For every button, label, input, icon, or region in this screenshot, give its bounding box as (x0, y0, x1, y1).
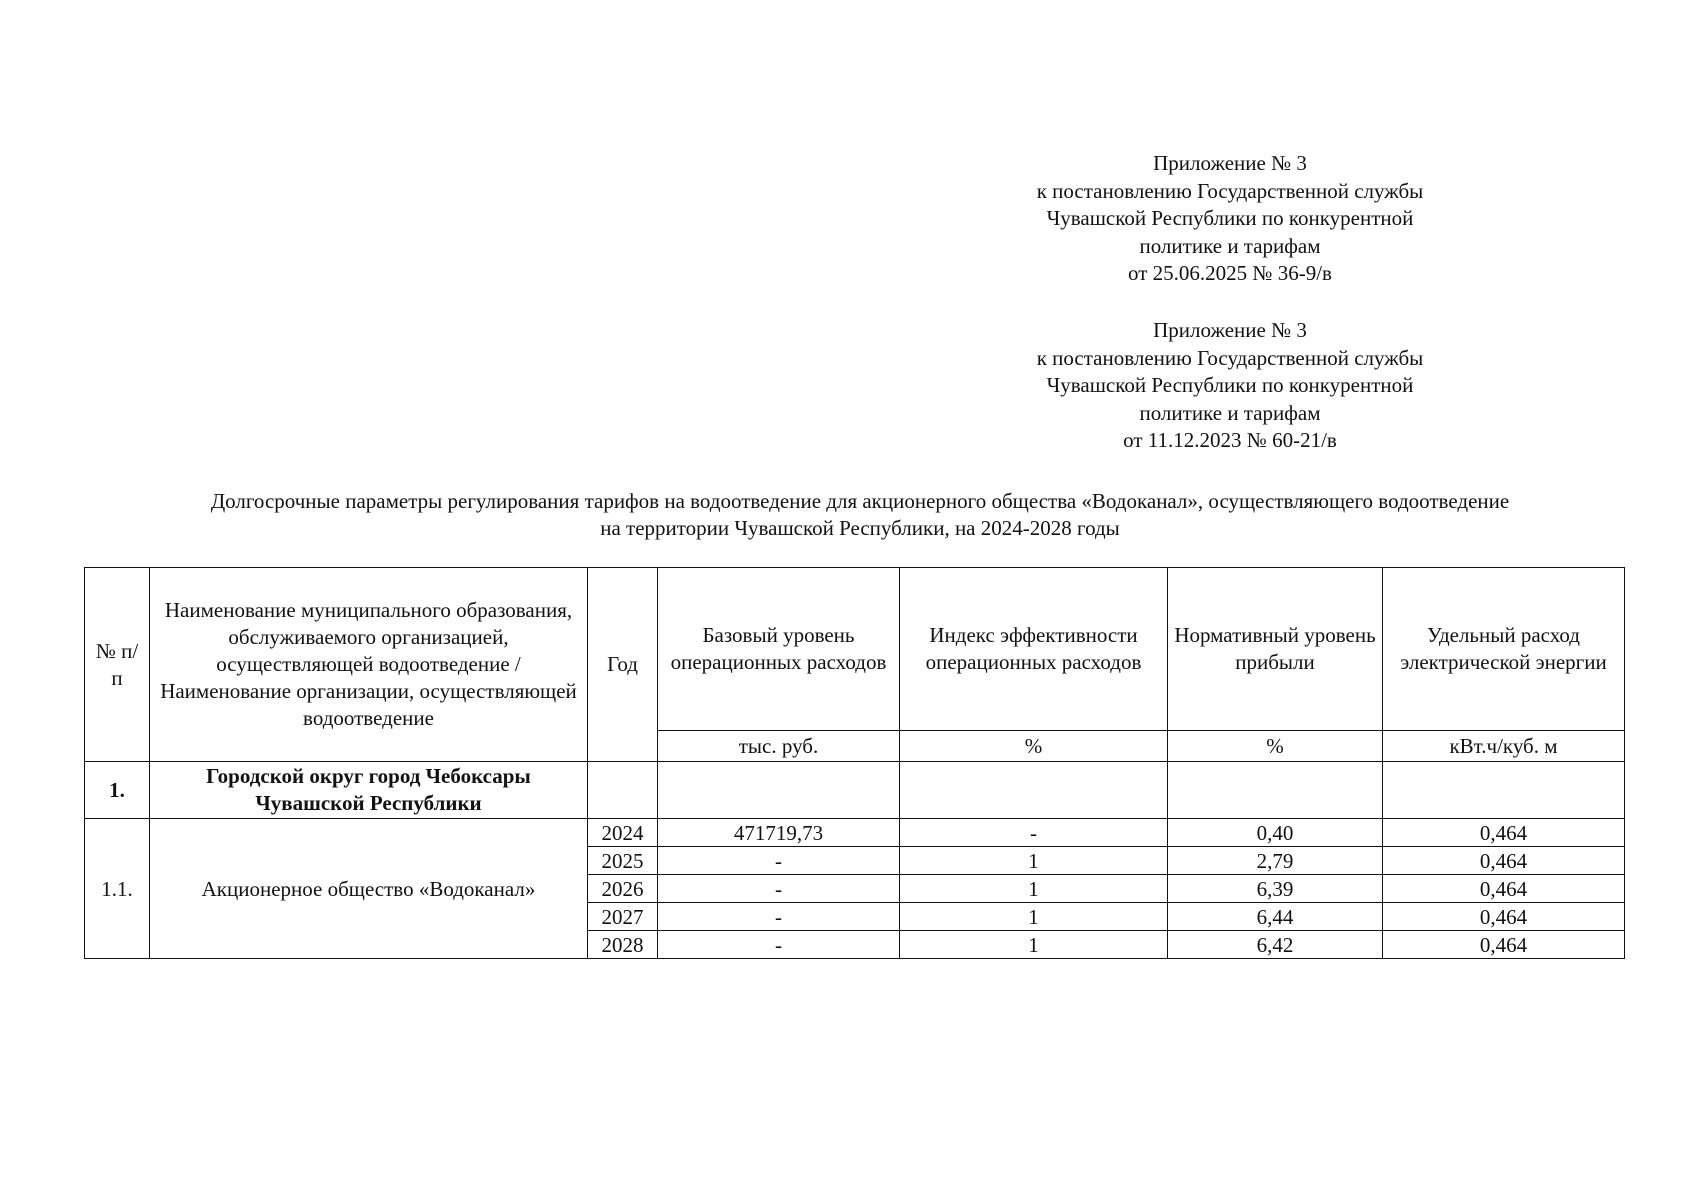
cell-year: 2026 (588, 875, 658, 903)
annex-previous-header (1000, 317, 1460, 455)
annex-line: Чувашской Республики по конкурентной (1046, 373, 1414, 397)
header-base-level: Базовый уровень операционных расходов (658, 568, 900, 731)
cell-profit-level: 6,44 (1168, 903, 1383, 931)
cell-profit-level: 0,40 (1168, 819, 1383, 847)
annex-date-line: от 11.12.2023 № 60-21/в (1123, 428, 1337, 452)
unit-profit-level: % (1168, 731, 1383, 762)
cell-year: 2024 (588, 819, 658, 847)
title-line-2: на территории Чувашской Республики, на 2024-2028 годы (600, 516, 1120, 540)
cell-profit-level: 2,79 (1168, 847, 1383, 875)
cell-efficiency-index: - (900, 819, 1168, 847)
header-energy-consumption: Удельный расход электрической энергии (1383, 568, 1625, 731)
annex-line: к постановлению Государственной службы (1036, 178, 1424, 203)
cell-efficiency-index: 1 (900, 875, 1168, 903)
unit-base-level: тыс. руб. (658, 731, 900, 762)
empty-cell (900, 762, 1168, 819)
cell-efficiency-index: 1 (900, 903, 1168, 931)
empty-cell (658, 762, 900, 819)
header-name: Наименование муниципального образования, обслуживаемого организацией, осуществляющей водоотведение / Наименование организации, осуществляющей водоотведение (150, 568, 588, 762)
annex-line: политике и тарифам (1139, 233, 1321, 258)
group-num: 1. (85, 762, 150, 819)
cell-year: 2027 (588, 903, 658, 931)
empty-cell (1383, 762, 1625, 819)
tariff-parameters-table (84, 567, 1625, 959)
cell-base-level: - (658, 847, 900, 875)
annex-line: Чувашской Республики по конкурентной (1046, 206, 1414, 230)
annex-line: политике и тарифам (1139, 400, 1321, 425)
cell-year: 2028 (588, 931, 658, 959)
annex-current-header (1000, 150, 1460, 288)
cell-energy-consumption: 0,464 (1383, 903, 1625, 931)
unit-energy-consumption: кВт.ч/куб. м (1383, 731, 1625, 762)
org-name: Акционерное общество «Водоканал» (150, 819, 588, 959)
org-num: 1.1. (85, 819, 150, 959)
cell-base-level: - (658, 875, 900, 903)
annex-line: Приложение № 3 (1153, 151, 1307, 175)
group-row (85, 762, 1625, 819)
cell-profit-level: 6,42 (1168, 931, 1383, 959)
cell-energy-consumption: 0,464 (1383, 847, 1625, 875)
table-row (85, 819, 1625, 847)
cell-energy-consumption: 0,464 (1383, 875, 1625, 903)
group-name: Городской округ город Чебоксары Чувашской Республики (150, 762, 588, 819)
header-efficiency-index: Индекс эффективности операционных расходов (900, 568, 1168, 731)
empty-cell (1168, 762, 1383, 819)
cell-energy-consumption: 0,464 (1383, 931, 1625, 959)
annex-date-line: от 25.06.2025 № 36-9/в (1128, 261, 1332, 285)
cell-base-level: - (658, 931, 900, 959)
annex-line: к постановлению Государственной службы (1036, 345, 1424, 370)
annex-line: Приложение № 3 (1153, 318, 1307, 342)
unit-efficiency-index: % (900, 731, 1168, 762)
cell-year: 2025 (588, 847, 658, 875)
empty-cell (588, 762, 658, 819)
cell-base-level: - (658, 903, 900, 931)
cell-efficiency-index: 1 (900, 847, 1168, 875)
header-year: Год (588, 568, 658, 762)
document-title (80, 488, 1640, 542)
cell-base-level: 471719,73 (658, 819, 900, 847)
cell-profit-level: 6,39 (1168, 875, 1383, 903)
header-num: № п/п (85, 568, 150, 762)
cell-energy-consumption: 0,464 (1383, 819, 1625, 847)
title-line-1: Долгосрочные параметры регулирования тарифов на водоотведение для акционерного общества «Водоканал», осуществляющего водоотведение (210, 489, 1510, 513)
header-profit-level: Нормативный уровень прибыли (1168, 568, 1383, 731)
header-row (85, 568, 1625, 731)
cell-efficiency-index: 1 (900, 931, 1168, 959)
